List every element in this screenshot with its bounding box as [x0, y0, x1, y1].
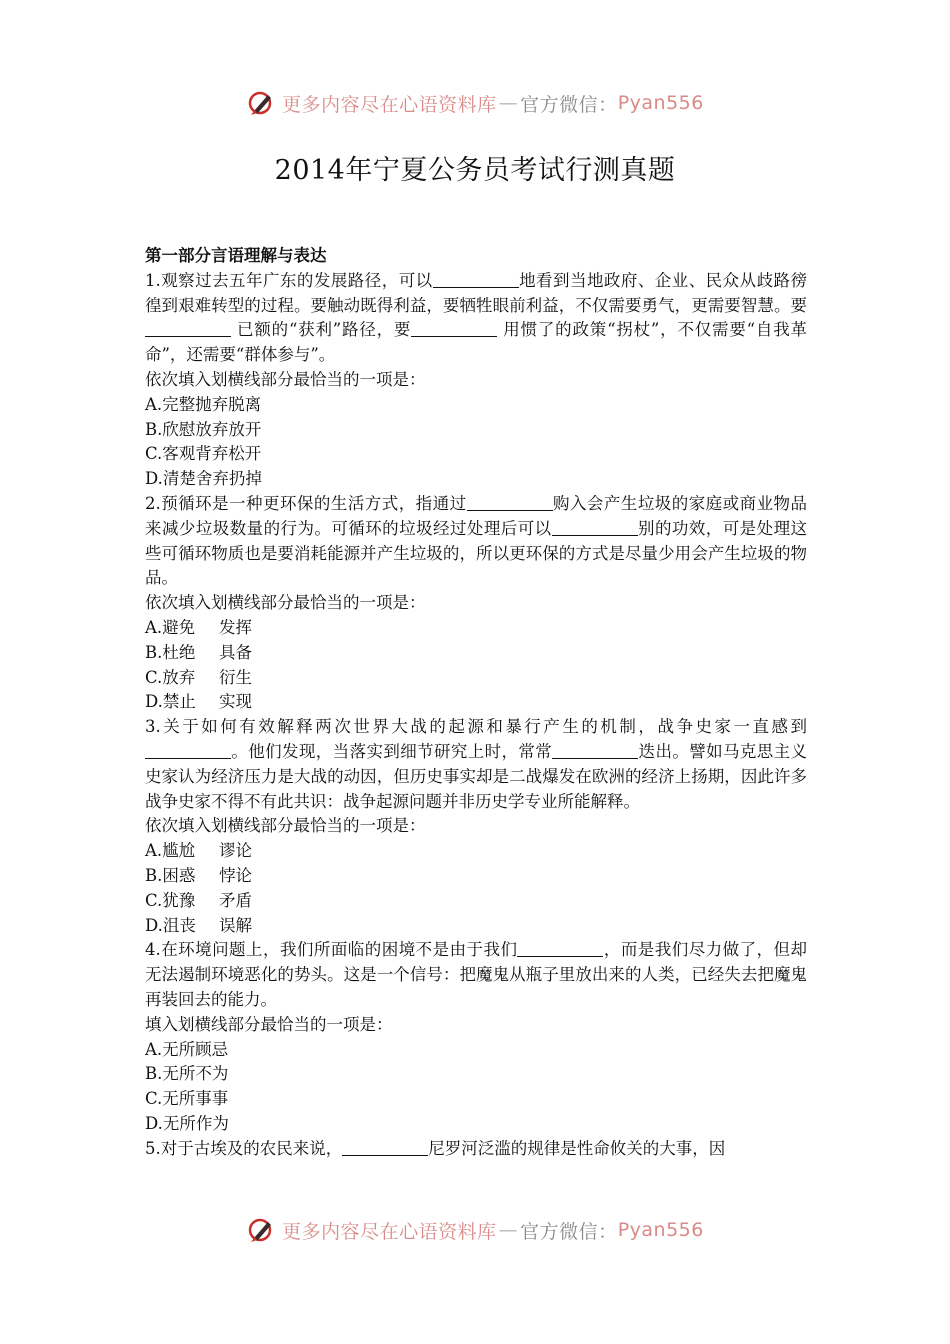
fill-blank: [342, 1138, 428, 1156]
stem-segment: 迭出。譬如马克思主义史家认为经济压力是大战的动因，但历史事实却是二战爆发在欧洲的经济上扬期，因此许多战争史家不得不有此共识：战争起源问题并非历史学专业所能解释。: [145, 741, 808, 811]
stem-segment: 已额的“获利”路径，要: [231, 320, 412, 340]
option-text-second: 实现: [219, 692, 252, 712]
option-text: C.客观背弃松开: [145, 444, 262, 464]
fill-blank: [145, 319, 231, 337]
document-body: [145, 244, 807, 1161]
banner-wechat-label: 官方微信：: [520, 1220, 618, 1243]
question-prompt: 依次填入划横线部分最恰当的一项是：: [145, 593, 426, 613]
question-stem: [145, 938, 807, 1012]
stem-segment: 1.观察过去五年广东的发展路径，可以: [145, 270, 433, 290]
answer-option: [145, 839, 807, 864]
stem-segment: ，而是我们尽力做了，但却无法遏制环境恶化的势头。这是一个信号：把魔鬼从瓶子里放出来的人类，已经失去把魔鬼再装回去的能力。: [145, 940, 807, 1009]
banner-wechat-label: 官方微信：: [520, 93, 618, 116]
section-title: 第一部分言语理解与表达: [145, 246, 327, 265]
option-text-second: 具备: [219, 642, 252, 662]
stem-segment: 4.在环境问题上，我们所面临的困境不是由于我们: [145, 940, 518, 960]
option-text-second: 衍生: [219, 667, 252, 687]
option-text: D.清楚舍弃扔掉: [145, 469, 262, 489]
answer-option: [145, 864, 807, 889]
option-text: C.放弃: [145, 667, 196, 687]
fill-blank: [552, 741, 638, 759]
fill-blank: [145, 741, 231, 759]
option-text: B.杜绝: [145, 642, 196, 662]
option-text: B.无所不为: [145, 1064, 229, 1084]
fill-blank: [411, 319, 497, 337]
banner-wechat-id: Pyan556: [617, 92, 704, 114]
answer-option: [145, 1087, 807, 1112]
answer-option: [145, 666, 807, 691]
stem-segment: 用惯了的政策“拐杖”，不仅需要“自我革命”，还需要“群体参与”。: [145, 320, 807, 365]
question-prompt: 依次填入划横线部分最恰当的一项是：: [145, 369, 426, 389]
stem-segment: 。他们发现，当落实到细节研究上时，常常: [231, 741, 553, 761]
stem-segment: 地看到当地政府、企业、民众从歧路徬徨到艰难转型的过程。要触动既得利益，要牺牲眼前利益，不仅需要勇气，更需要智慧。要: [145, 270, 808, 315]
answer-option: [145, 418, 807, 443]
banner-link-text[interactable]: 更多内容尽在心语资料库: [282, 93, 497, 116]
answer-option: [145, 393, 807, 418]
option-text: B.困惑: [145, 865, 196, 885]
question-stem: [145, 269, 807, 368]
option-text: A.无所顾忌: [145, 1039, 229, 1059]
question-prompt: 填入划横线部分最恰当的一项是：: [145, 1014, 393, 1034]
option-text: B.欣慰放弃放开: [145, 419, 262, 439]
option-text-second: 误解: [219, 915, 252, 935]
answer-option: [145, 616, 807, 641]
fill-blank: [433, 270, 519, 288]
stem-segment: 尼罗河泛滥的规律是性命攸关的大事，因: [428, 1138, 726, 1158]
option-text-second: 矛盾: [219, 890, 252, 910]
fill-blank: [552, 518, 638, 536]
fill-blank: [517, 939, 603, 957]
question-stem: [145, 1137, 807, 1162]
footer-banner: [0, 1213, 950, 1247]
stem-segment: 3.关于如何有效解释两次世界大战的起源和暴行产生的机制，战争史家一直感到: [145, 717, 807, 737]
header-banner: [0, 86, 950, 120]
answer-option: [145, 690, 807, 715]
option-text-second: 发挥: [219, 617, 252, 637]
option-text: A.完整抛弃脱离: [145, 394, 262, 414]
page-title: 2014年宁夏公务员考试行测真题: [274, 155, 676, 186]
option-text: C.犹豫: [145, 890, 196, 910]
stem-segment: 5.对于古埃及的农民来说，: [145, 1138, 343, 1158]
pen-logo-icon: [246, 89, 276, 117]
banner-separator: —: [498, 1219, 519, 1241]
option-text-second: 悖论: [219, 865, 252, 885]
answer-option: [145, 1112, 807, 1137]
answer-option: [145, 1038, 807, 1063]
option-text: C.无所事事: [145, 1089, 229, 1109]
stem-segment: 2.预循环是一种更环保的生活方式，指通过: [145, 493, 467, 513]
banner-separator: —: [498, 92, 519, 114]
question-prompt: 依次填入划横线部分最恰当的一项是：: [145, 816, 426, 836]
answer-option: [145, 442, 807, 467]
answer-option: [145, 641, 807, 666]
question-stem: [145, 715, 807, 814]
banner-wechat-id: Pyan556: [617, 1219, 704, 1241]
option-text: D.沮丧: [145, 915, 196, 935]
answer-option: [145, 914, 807, 939]
banner-link-text[interactable]: 更多内容尽在心语资料库: [282, 1220, 497, 1243]
fill-blank: [467, 493, 553, 511]
answer-option: [145, 467, 807, 492]
question-stem: [145, 492, 807, 591]
answer-option: [145, 1062, 807, 1087]
option-text: A.避免: [145, 617, 196, 637]
question-list: [145, 269, 807, 1162]
option-text-second: 谬论: [219, 841, 252, 861]
option-text: D.无所作为: [145, 1113, 229, 1133]
option-text: A.尴尬: [145, 841, 196, 861]
option-text: D.禁止: [145, 692, 196, 712]
stem-segment: 别的功效，可是处理这些可循环物质也是要消耗能源并产生垃圾的，所以更环保的方式是尽量少用会产生垃圾的物品。: [145, 518, 808, 588]
pen-logo-icon: [246, 1216, 276, 1244]
answer-option: [145, 889, 807, 914]
stem-segment: 购入会产生垃圾的家庭或商业物品来减少垃圾数量的行为。可循环的垃圾经过处理后可以: [145, 493, 807, 538]
